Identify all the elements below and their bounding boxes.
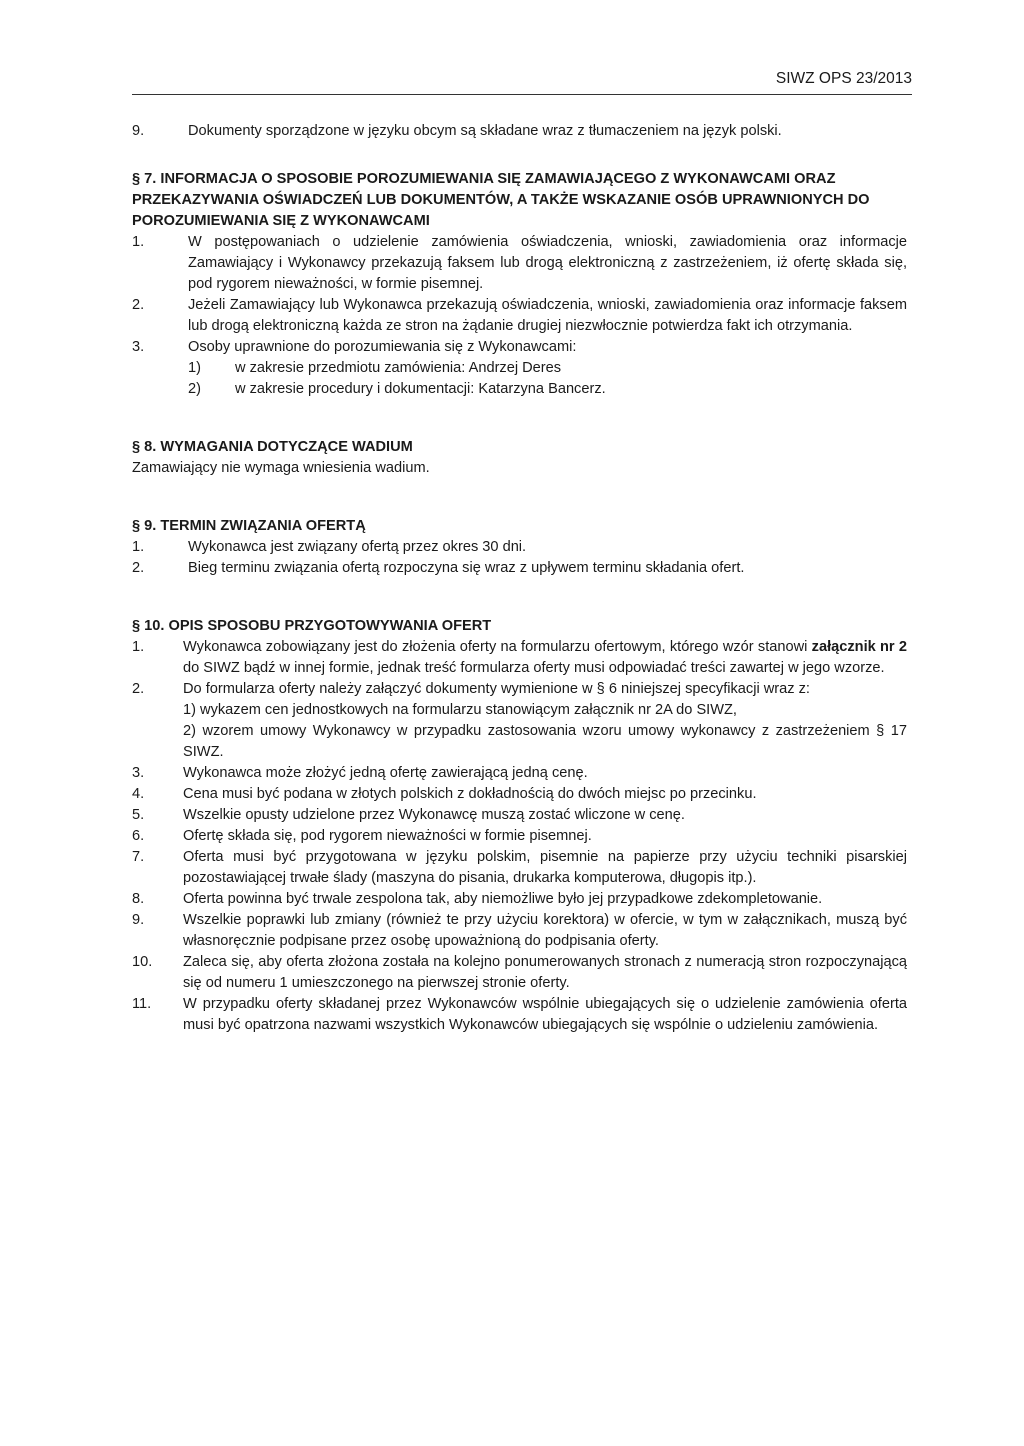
- sub-item-text: w zakresie procedury i dokumentacji: Katarzyna Bancerz.: [235, 381, 606, 397]
- item-number: 2.: [132, 560, 145, 576]
- list-item: [132, 784, 907, 805]
- item-text-after: do SIWZ bądź w innej formie, jednak treść formularza oferty musi odpowiadać treści zawartej w jego wzorze.: [183, 660, 885, 676]
- header-divider: [132, 94, 912, 95]
- document-code: SIWZ OPS 23/2013: [775, 70, 912, 87]
- sub-item: [132, 379, 907, 400]
- section-9-title: § 9. TERMIN ZWIĄZANIA OFERTĄ: [132, 518, 366, 534]
- list-item: [132, 637, 907, 679]
- list-item: [132, 537, 907, 558]
- item-number: 11.: [132, 996, 152, 1012]
- sub-item-text: 1) wykazem cen jednostkowych na formularzu stanowiącym załącznik nr 2A do SIWZ,: [183, 702, 737, 718]
- attachment-reference: załącznik nr 2: [811, 639, 907, 655]
- list-item: [132, 847, 907, 889]
- item-number: 6.: [132, 828, 145, 844]
- intro-item: [132, 121, 907, 142]
- item-text: W przypadku oferty składanej przez Wykonawców wspólnie ubiegających się o udzielenie zamówienia oferta musi być opatrzona nazwami wszystkich Wykonawców ubiegających się wspólnie o udzieleniu zamówienia.: [183, 996, 907, 1033]
- item-number: 4.: [132, 786, 145, 802]
- section-10: [132, 616, 907, 1036]
- sub-item: [132, 721, 907, 763]
- section-7: [132, 169, 907, 400]
- list-item: [132, 805, 907, 826]
- section-7-title: § 7. INFORMACJA O SPOSOBIE POROZUMIEWANIA SIĘ ZAMAWIAJĄCEGO Z WYKONAWCAMI ORAZ PRZEKAZYWANIA OŚWIADCZEŃ LUB DOKUMENTÓW, A TAKŻE WSKAZANIE OSÓB UPRAWNIONYCH DO POROZUMIEWANIA SIĘ Z WYKONAWCAMI: [132, 171, 870, 229]
- item-text: Wszelkie poprawki lub zmiany (również te przy użyciu korektora) w ofercie, w tym w załącznikach, muszą być własnoręcznie podpisane przez osobę upoważnioną do podpisania oferty.: [183, 912, 907, 949]
- item-number: 3.: [132, 765, 145, 781]
- list-item: [132, 679, 907, 700]
- list-item: [132, 295, 907, 337]
- item-text: Do formularza oferty należy załączyć dokumenty wymienione w § 6 niniejszej specyfikacji wraz z:: [183, 681, 810, 697]
- item-text-before: Wykonawca zobowiązany jest do złożenia oferty na formularzu ofertowym, którego wzór stanowi: [183, 639, 812, 655]
- item-text: Ofertę składa się, pod rygorem nieważności w formie pisemnej.: [183, 828, 592, 844]
- list-item: [132, 952, 907, 994]
- item-text: W postępowaniach o udzielenie zamówienia oświadczenia, wnioski, zawiadomienia oraz informacje Zamawiający i Wykonawcy przekazują faksem lub drogą elektroniczną z zastrzeżeniem, iż ofertę składa się, pod rygorem nieważności, w formie pisemnej.: [188, 234, 907, 292]
- section-8-text: Zamawiający nie wymaga wniesienia wadium.: [132, 460, 430, 476]
- sub-item-number: 2): [188, 381, 201, 397]
- sub-item-text: w zakresie przedmiotu zamówienia: Andrzej Deres: [235, 360, 562, 376]
- item-number: 9.: [132, 123, 145, 139]
- item-text: Oferta powinna być trwale zespolona tak, aby niemożliwe było jej przypadkowe zdekompletowanie.: [183, 891, 823, 907]
- sub-item-text: 2) wzorem umowy Wykonawcy w przypadku zastosowania wzoru umowy wykonawcy z zastrzeżeniem § 17 SIWZ.: [183, 723, 907, 760]
- item-text: Cena musi być podana w złotych polskich z dokładnością do dwóch miejsc po przecinku.: [183, 786, 757, 802]
- sub-item: [132, 358, 907, 379]
- item-number: 1.: [132, 234, 145, 250]
- item-number: 2.: [132, 681, 145, 697]
- item-text: Wszelkie opusty udzielone przez Wykonawcę muszą zostać wliczone w cenę.: [183, 807, 685, 823]
- item-text: Zaleca się, aby oferta złożona została na kolejno ponumerowanych stronach z numeracją stron rozpoczynającą się od numeru 1 umieszczonego na pierwszej stronie oferty.: [183, 954, 907, 991]
- item-text: Wykonawca jest związany ofertą przez okres 30 dni.: [188, 539, 527, 555]
- list-item: [132, 889, 907, 910]
- list-item: [132, 910, 907, 952]
- section-8: [132, 437, 907, 479]
- item-text: Oferta musi być przygotowana w języku polskim, pisemnie na papierze przy użyciu techniki pisarskiej pozostawiającej trwałe ślady (maszyna do pisania, drukarka komputerowa, długopis itp.).: [183, 849, 907, 886]
- item-number: 1.: [132, 639, 145, 655]
- list-item: [132, 763, 907, 784]
- item-number: 10.: [132, 954, 153, 970]
- item-text: Jeżeli Zamawiający lub Wykonawca przekazują oświadczenia, wnioski, zawiadomienia oraz informacje faksem lub drogą elektroniczną każda ze stron na żądanie drugiej niezwłocznie potwierdza fakt ich otrzymania.: [188, 297, 907, 334]
- item-number: 8.: [132, 891, 145, 907]
- section-9: [132, 516, 907, 579]
- item-text: Bieg terminu związania ofertą rozpoczyna się wraz z upływem terminu składania ofert.: [188, 560, 745, 576]
- list-item: [132, 337, 907, 358]
- item-text: Dokumenty sporządzone w języku obcym są składane wraz z tłumaczeniem na język polski.: [188, 123, 782, 139]
- item-number: 1.: [132, 539, 145, 555]
- item-number: 2.: [132, 297, 145, 313]
- item-number: 5.: [132, 807, 145, 823]
- item-number: 3.: [132, 339, 145, 355]
- list-item: [132, 826, 907, 847]
- sub-item-number: 1): [188, 360, 201, 376]
- item-number: 9.: [132, 912, 145, 928]
- list-item: [132, 232, 907, 295]
- item-text: Wykonawca może złożyć jedną ofertę zawierającą jedną cenę.: [183, 765, 588, 781]
- document-body: [132, 121, 907, 1036]
- item-number: 7.: [132, 849, 145, 865]
- list-item: [132, 558, 907, 579]
- item-text: Osoby uprawnione do porozumiewania się z Wykonawcami:: [188, 339, 577, 355]
- section-10-title: § 10. OPIS SPOSOBU PRZYGOTOWYWANIA OFERT: [132, 618, 492, 634]
- section-8-title: § 8. WYMAGANIA DOTYCZĄCE WADIUM: [132, 439, 413, 455]
- list-item: [132, 994, 907, 1036]
- sub-item: [132, 700, 907, 721]
